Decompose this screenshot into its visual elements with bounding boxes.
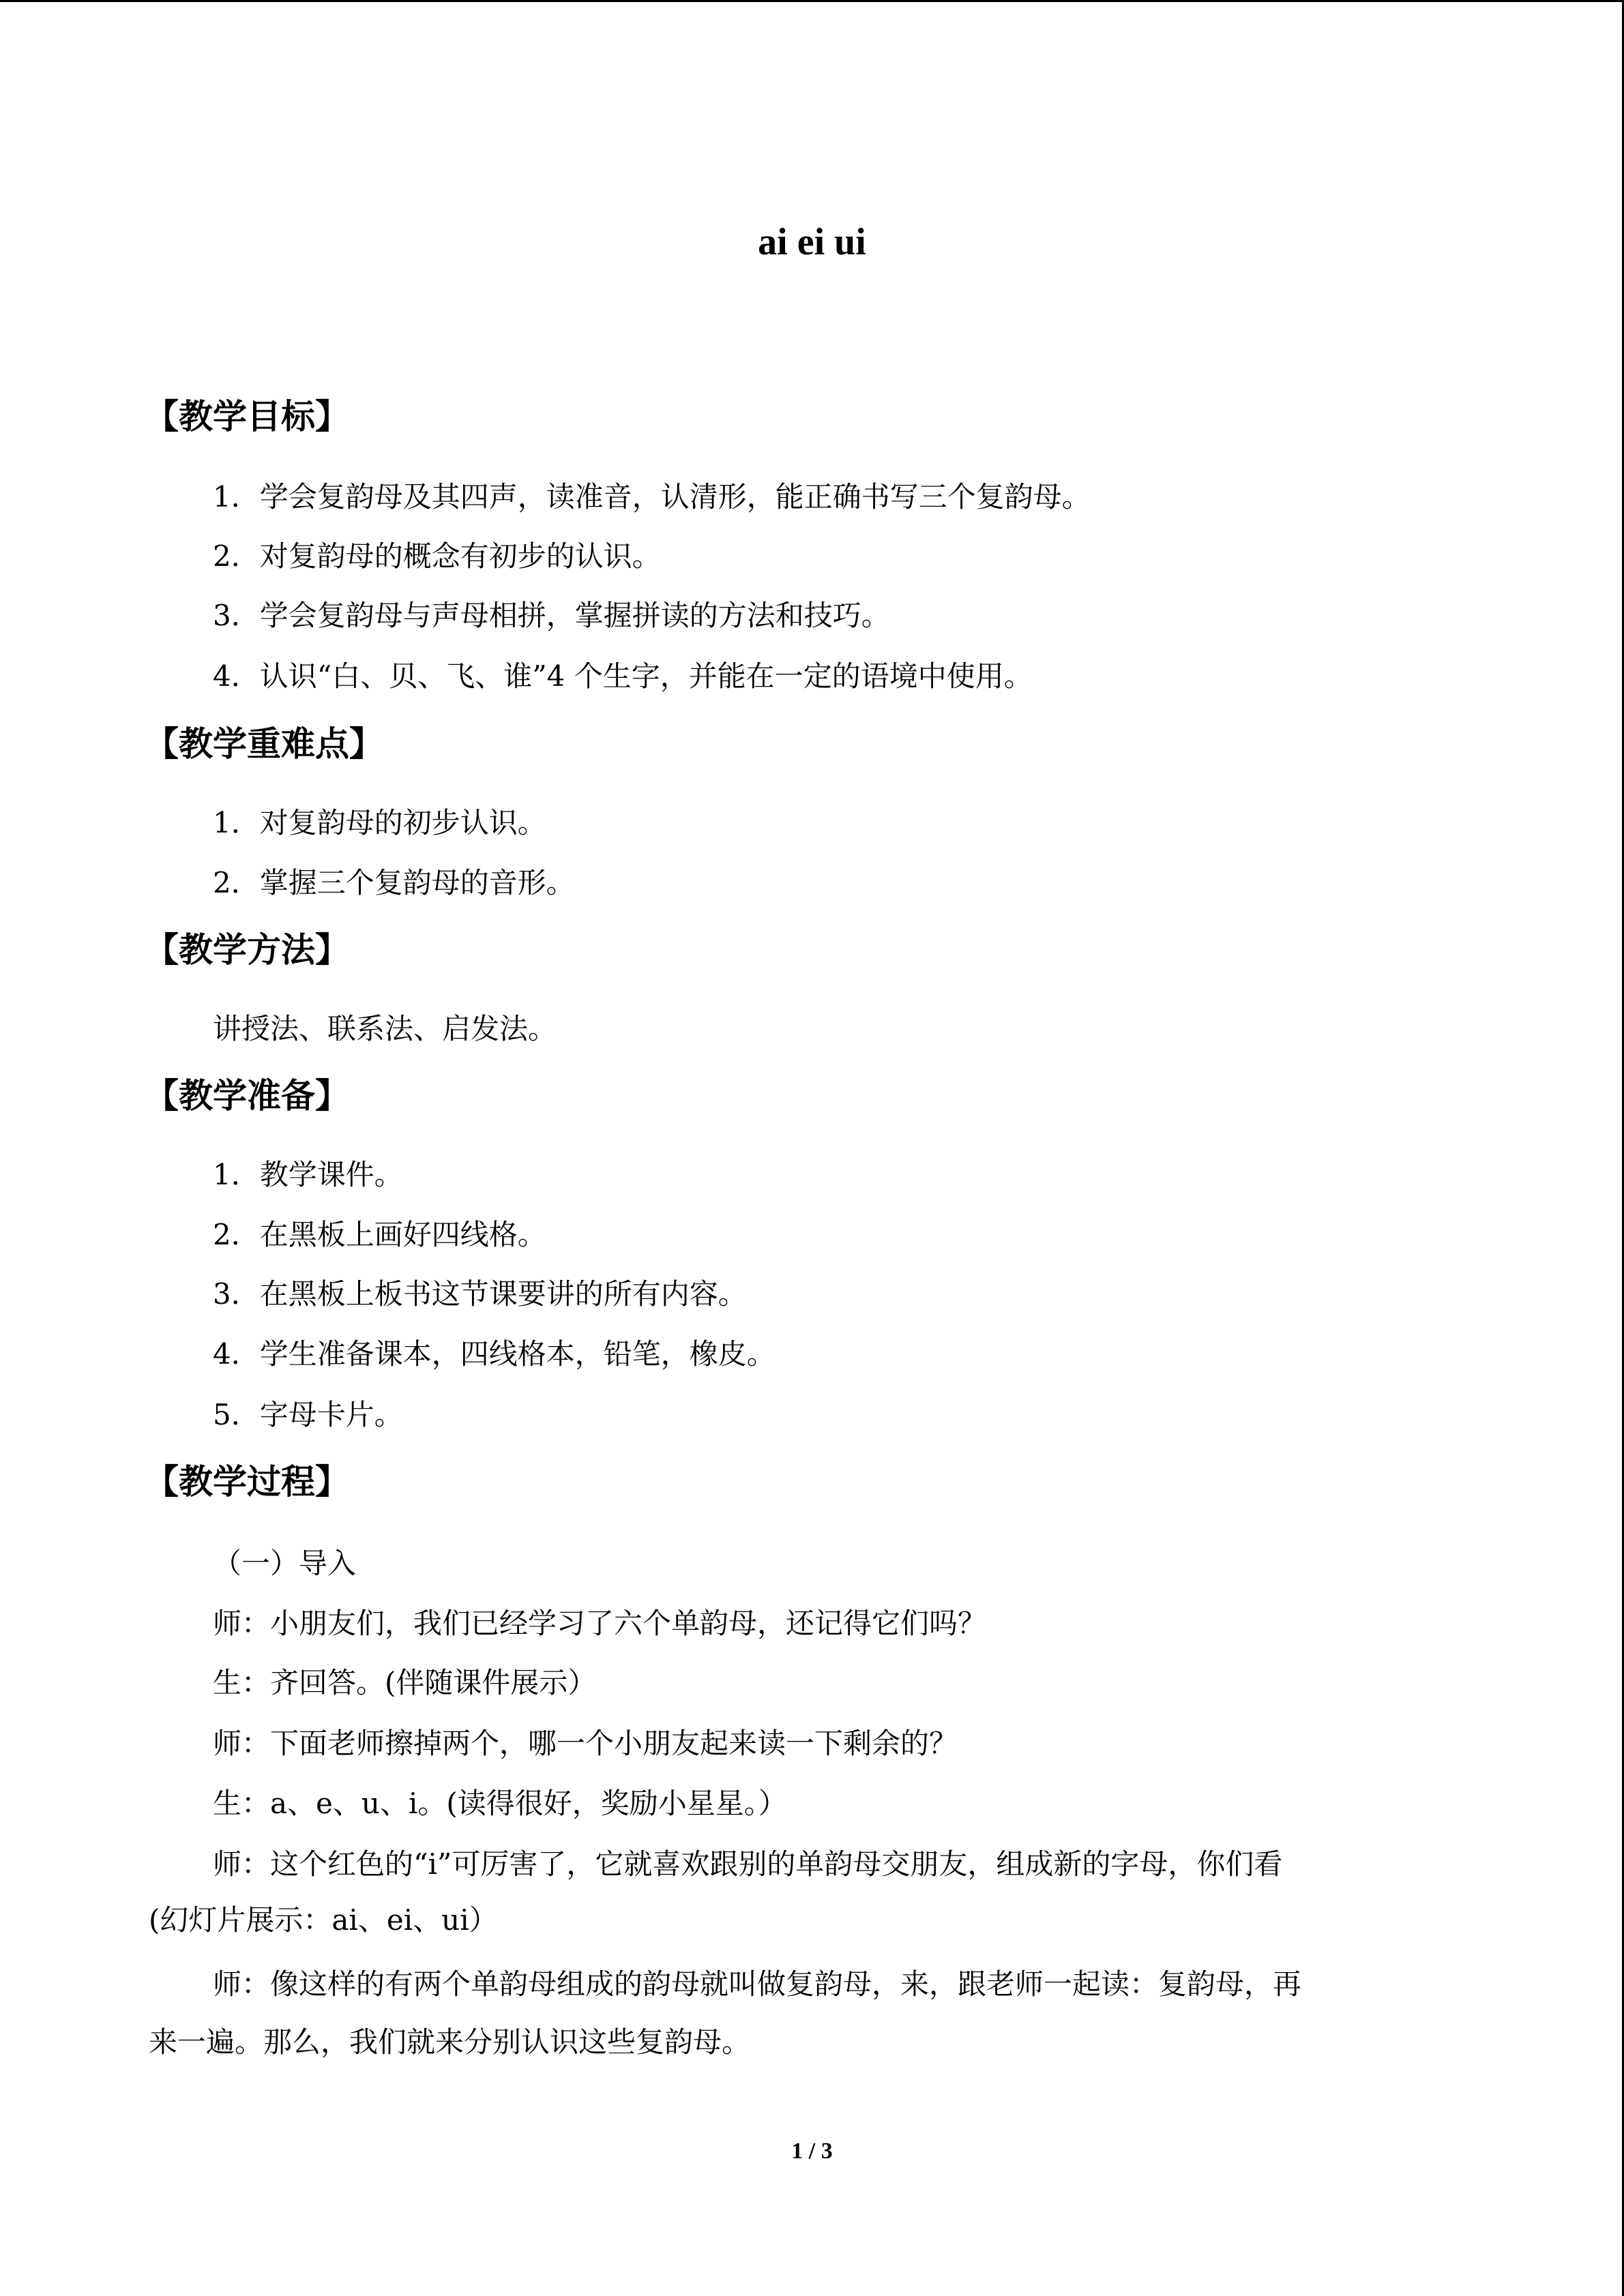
- process-line: 师：下面老师擦掉两个，哪一个小朋友起来读一下剩余的？: [213, 1727, 958, 1760]
- page-number: 1 / 3: [791, 2138, 833, 2164]
- section-heading-key-points: 【教学重难点】: [145, 724, 383, 764]
- process-line: （一）导入: [213, 1547, 357, 1580]
- preparation-item: 3．在黑板上板书这节课要讲的所有内容。: [213, 1277, 747, 1311]
- process-line: 来一遍。那么，我们就来分别认识这些复韵母。: [149, 2025, 751, 2059]
- preparation-item: 1．教学课件。: [213, 1158, 403, 1191]
- process-line: 师：像这样的有两个单韵母组成的韵母就叫做复韵母，来，跟老师一起读：复韵母，再: [213, 1967, 1302, 2001]
- document-title: ai ei ui: [758, 221, 866, 263]
- section-heading-process: 【教学过程】: [145, 1462, 349, 1502]
- preparation-item: 2．在黑板上画好四线格。: [213, 1218, 546, 1251]
- process-line: 师：小朋友们，我们已经学习了六个单韵母，还记得它们吗？: [213, 1607, 987, 1640]
- process-line: 师：这个红色的“i”可厉害了，它就喜欢跟别的单韵母交朋友，组成新的字母，你们看: [213, 1847, 1283, 1881]
- section-heading-preparation: 【教学准备】: [145, 1076, 349, 1116]
- objective-item: 3．学会复韵母与声母相拼，掌握拼读的方法和技巧。: [213, 599, 890, 632]
- preparation-item: 5．字母卡片。: [213, 1398, 403, 1431]
- key-point-item: 1．对复韵母的初步认识。: [213, 806, 546, 839]
- methods-text: 讲授法、联系法、启发法。: [213, 1012, 557, 1045]
- section-heading-methods: 【教学方法】: [145, 930, 349, 970]
- process-line: 生：a、e、u、i。(读得很好，奖励小星星。）: [213, 1787, 787, 1820]
- key-point-item: 2．掌握三个复韵母的音形。: [213, 866, 575, 899]
- section-heading-objectives: 【教学目标】: [145, 397, 349, 436]
- objective-item: 4．认识“白、贝、飞、谁”4 个生字，并能在一定的语境中使用。: [213, 659, 1033, 693]
- objective-item: 1．学会复韵母及其四声，读准音，认清形，能正确书写三个复韵母。: [213, 480, 1091, 513]
- preparation-item: 4．学生准备课本，四线格本，铅笔，橡皮。: [213, 1337, 776, 1371]
- process-line: 生：齐回答。(伴随课件展示）: [213, 1666, 597, 1699]
- process-line: (幻灯片展示：ai、ei、ui）: [149, 1903, 498, 1937]
- objective-item: 2．对复韵母的概念有初步的认识。: [213, 539, 661, 573]
